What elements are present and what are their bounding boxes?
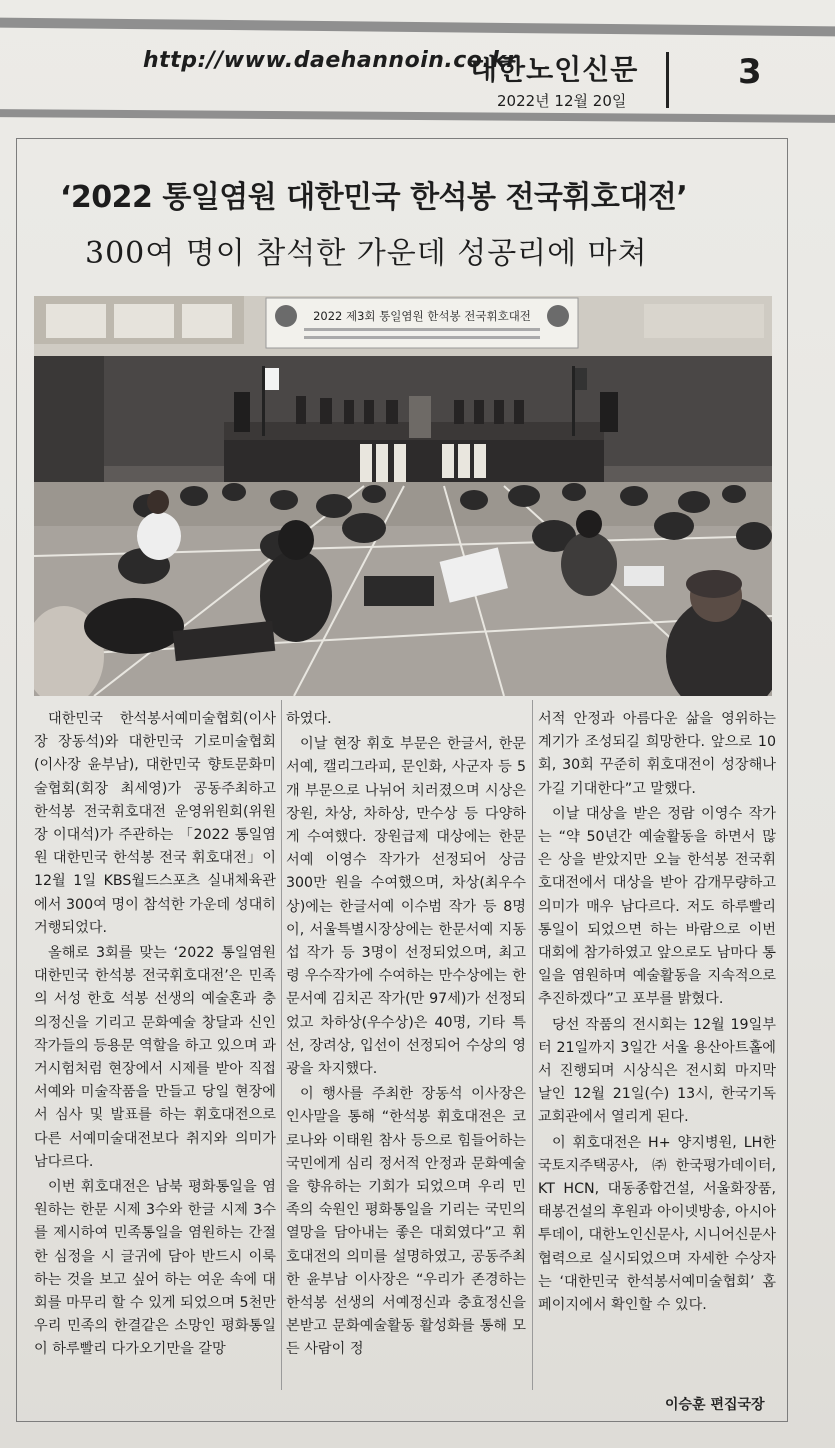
article-subheadline: 300여 명이 참석한 가운데 성공리에 마쳐 xyxy=(85,236,648,271)
paragraph: 이번 휘호대전은 남북 평화통일을 염원하는 한문 시제 3수와 한글 시제 3수를 제시하여 민족통일을 염원하는 간절한 심정을 시 글귀에 담아 반드시 이룩하는 것을 보고 싶어 하는 여운 속에 대회를 마무리 할 수 있게 되었으며 5천만 우리 민족의 한결같은 소망인 평화통일이 하루빨리 다가오기만을 갈망 xyxy=(34,1179,276,1358)
paragraph: 대한민국 한석봉서예미술협회(이사장 장동석)와 대한민국 기로미술협회(이사장 윤부남), 대한민국 향토문화미술협회(회장 최세영)가 공동주최하고 한석봉 전국휘호대전 운영위원회(위원장 이대석)가 주관하는 「2022 통일염원 대한민국 한석봉 전국 휘호대전」이 12월 1일 KBS월드스포츠 실내체육관에서 300여 명이 참석한 가운데 성대히 거행되었다. xyxy=(34,711,276,936)
issue-date: 2022년 12월 20일 xyxy=(497,92,627,110)
paragraph: 서적 안정과 아름다운 삶을 영위하는 계기가 조성되길 희망한다. 앞으로 10회, 30회 꾸준히 휘호대전이 성장해나가길 기대한다”고 말했다. xyxy=(538,711,776,797)
article-column-3 xyxy=(538,708,776,1319)
page-number: 3 xyxy=(738,52,762,92)
header-divider xyxy=(666,52,669,108)
article-headline: ‘2022 통일염원 대한민국 한석봉 전국휘호대전’ xyxy=(60,180,688,215)
paragraph: 하였다. xyxy=(286,711,332,727)
header-rule xyxy=(0,109,835,123)
paragraph: 이날 현장 휘호 부문은 한글서, 한문서예, 캘리그라피, 문인화, 사군자 등 5개 부문으로 나뉘어 치러졌으며 시상은 장원, 차상, 차하상, 만수상 등 다양하게 수여했다. 장원급제 대상에는 한문서예 이영수 작가가 선정되어 상금 300만 원을 수여했으며, 차상(최우수상)에는 한글서예 이수범 작가 등 8명이, 서울특별시장상에는 한문서예 지동섭 작가 등 3명이 선정되었으며, 최고령 우수작가에 수여하는 만수상에는 한문서예 김치곤 작가(만 97세)가 선정되었고 차하상(우수상)은 40명, 기타 특선, 장려상, 입선이 선정되어 수상의 영광을 차지했다. xyxy=(286,736,526,1078)
event-photo xyxy=(34,296,772,696)
article-column-1 xyxy=(34,708,276,1364)
byline: 이승훈 편집국장 xyxy=(665,1397,765,1413)
website-url[interactable]: http://www.daehannoin.co.kr xyxy=(143,48,518,73)
banner-text: 2022 제3회 통일염원 한석봉 전국휘호대전 xyxy=(313,309,531,323)
paragraph: 이 휘호대전은 H+ 양지병원, LH한국토지주택공사, ㈜한국평가데이터, KT HCN, 대동종합건설, 서울화장품, 태봉건설의 후원과 아이넷방송, 아시아투데이, 대한노인신문사, 시니어신문사 협력으로 실시되었으며 자세한 수상자는 ‘대한민국 한석봉서예미술협회’ 홈페이지에서 확인할 수 있다. xyxy=(538,1134,776,1314)
article-column-2 xyxy=(286,708,526,1364)
paragraph: 올해로 3회를 맞는 ‘2022 통일염원 대한민국 한석봉 전국휘호대전’은 민족의 서성 한호 석봉 선생의 예술혼과 충의정신을 기리고 문화예술 창달과 신인 작가들의 등용문 역할을 하고 있으며 과거시험처럼 현장에서 시제를 받아 직접 서예와 미술작품을 만들고 당일 현장에서 심사 및 발표를 하는 휘호대전으로 다른 서예미술대전보다 취지와 의미가 남다르다. xyxy=(34,945,276,1170)
masthead: 대한노인신문 xyxy=(470,53,639,86)
paragraph: 당선 작품의 전시회는 12월 19일부터 21일까지 3일간 서울 용산아트홀에서 진행되며 시상식은 전시회 마지막 날인 12월 21일(수) 13시, 한국기독교회관에서 열리게 된다. xyxy=(538,1016,776,1126)
column-divider-1 xyxy=(281,700,282,1390)
column-divider-2 xyxy=(532,700,533,1390)
paragraph: 이날 대상을 받은 정람 이영수 작가는 “약 50년간 예술활동을 하면서 많은 상을 받았지만 오늘 한석봉 전국휘호대전에서 대상을 받아 감개무량하고 의미가 매우 남다르다. 저도 하루빨리 통일이 되었으면 하는 바람으로 이번 대회에 참가하였고 앞으로도 남마다 통일을 염원하며 예술활동을 지속적으로 추진하겠다”고 포부를 밝혔다. xyxy=(538,805,776,1008)
top-rule xyxy=(0,18,835,37)
paragraph: 이 행사를 주최한 장동석 이사장은 인사말을 통해 “한석봉 휘호대전은 코로나와 이태원 참사 등으로 힘들어하는 국민에게 심리 정서적 안정과 문화예술을 향유하는 기회가 되었으며 우리 민족의 숙원인 평화통일을 기리는 국민의 열망을 담아내는 좋은 대회였다”고 휘호대전의 의미를 설명하였고, 공동주최한 윤부남 이사장은 “우리가 존경하는 한석봉 선생의 서예정신과 충효정신을 본받고 문화예술활동 활성화를 통해 모든 사람이 정 xyxy=(286,1086,526,1358)
